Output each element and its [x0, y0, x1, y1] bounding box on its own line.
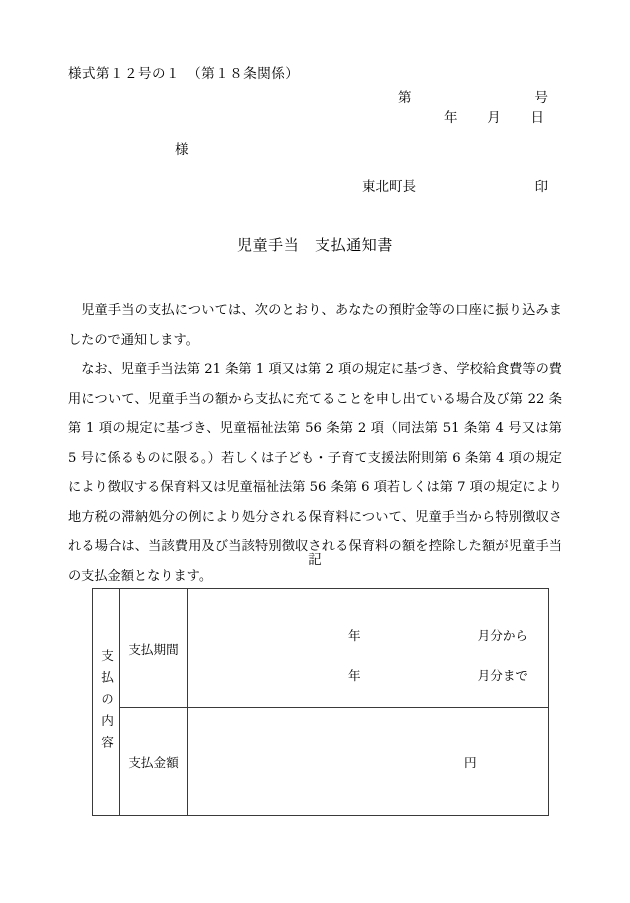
body-paragraph-2: なお、児童手当法第 21 条第 1 項又は第 2 項の規定に基づき、学校給食費等の費用について、児童手当の額から支払に充てることを申し出ている場合及び第 22 条第 1 項の規定に基づき、児童福祉法第 56 条第 2 項（同法第 51 条第 4 号又は第 5 号に係るものに限る。）若しくは子ども・子育て支援法附則第 6 条第 4 項の規定により徴収する保育料又は児童福祉法第 56 条第 6 項若しくは第 7 項の規定により地方税の滞納処分の例により処分される保育料について、児童手当から特別徴収される場合は、当該費用及び当該特別徴収される保育料の額を控除した額が児童手当の支払金額となります。: [68, 362, 562, 584]
payment-period-from-row: [348, 625, 528, 644]
date-month-label: 月: [487, 110, 501, 126]
table-row: [93, 708, 549, 816]
period-to-month-label: 月分まで: [477, 668, 528, 683]
payment-period-value-cell[interactable]: [188, 589, 549, 708]
payment-amount-value-cell[interactable]: [188, 708, 549, 816]
document-body: [68, 296, 562, 591]
payment-amount-label-cell: [120, 708, 188, 816]
payment-details-vertical-label: 支払の内容: [99, 648, 114, 757]
date-day-label: 日: [530, 110, 544, 126]
recipient-honorific: 様: [175, 142, 189, 158]
period-from-year-label: 年: [348, 628, 361, 643]
payment-period-label-cell: [120, 589, 188, 708]
form-number: 様式第１２号の１ （第１８条関係）: [68, 66, 300, 82]
payment-period-label: 支払期間: [128, 641, 179, 657]
table-row: [93, 589, 549, 708]
currency-unit-label: 円: [464, 755, 477, 770]
document-number-suffix: 号: [534, 90, 548, 106]
payment-details-table: [92, 588, 549, 816]
document-number-prefix: 第: [398, 90, 412, 106]
period-from-month-label: 月分から: [477, 628, 528, 643]
document-number-line: [398, 86, 548, 106]
document-title: 児童手当 支払通知書: [236, 236, 393, 254]
issuer-line: [362, 175, 548, 195]
issue-date-line: [444, 106, 544, 126]
payment-period-to-row: [348, 665, 528, 684]
period-to-year-label: 年: [348, 668, 361, 683]
issuer-title: 東北町長: [362, 179, 416, 195]
seal-mark: 印: [534, 179, 548, 195]
payment-details-vertical-label-cell: [93, 589, 120, 816]
ki-marker: 記: [308, 552, 322, 568]
payment-amount-label: 支払金額: [128, 755, 179, 770]
date-year-label: 年: [444, 110, 458, 126]
body-paragraph-1: 児童手当の支払については、次のとおり、あなたの預貯金等の口座に振り込みましたので通知します。: [68, 303, 562, 348]
